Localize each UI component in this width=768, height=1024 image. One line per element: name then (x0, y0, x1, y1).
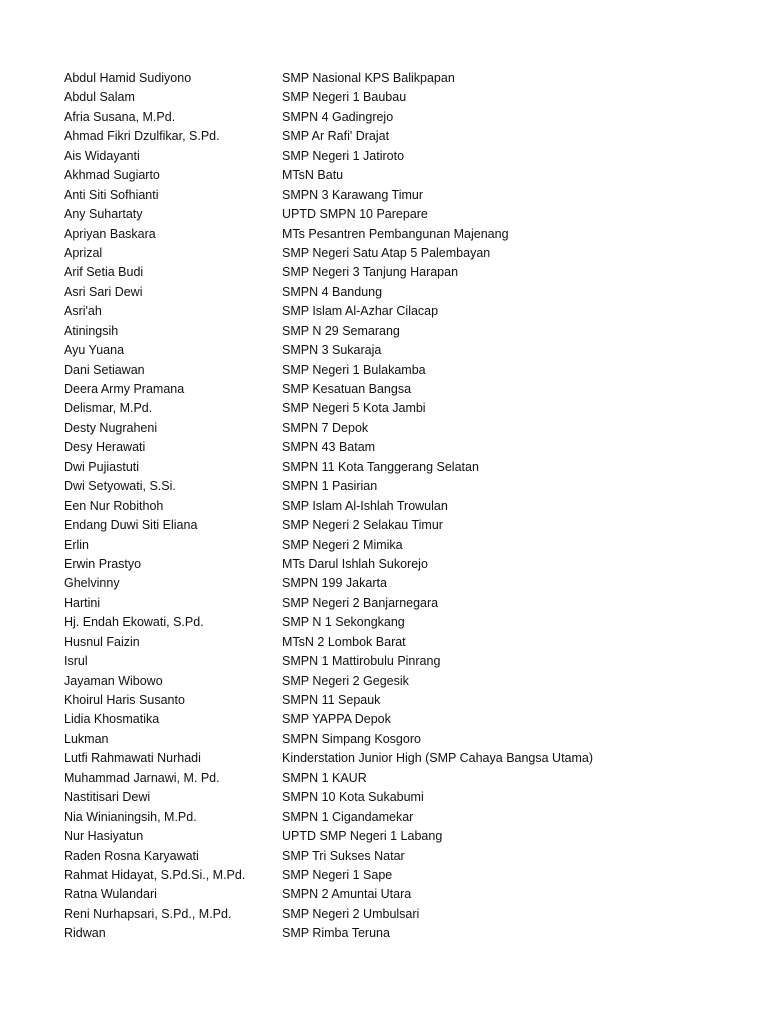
school-name: MTs Pesantren Pembangunan Majenang (282, 226, 509, 241)
school-name: UPTD SMPN 10 Parepare (282, 207, 428, 222)
participant-name: Aprizal (64, 245, 103, 260)
school-name: SMPN 2 Amuntai Utara (282, 887, 412, 902)
participant-name: Ayu Yuana (64, 343, 125, 358)
school-name: SMPN 3 Sukaraja (282, 343, 382, 358)
participant-name: Afria Susana, M.Pd. (64, 109, 176, 124)
list-item (64, 924, 744, 943)
list-item (64, 341, 744, 360)
participant-name: Een Nur Robithoh (64, 498, 164, 513)
participant-name: Asri'ah (64, 304, 102, 319)
participant-name: Nia Winianingsih, M.Pd. (64, 809, 197, 824)
school-name: SMPN 199 Jakarta (282, 576, 387, 591)
school-name: MTs Darul Ishlah Sukorejo (282, 556, 428, 571)
participant-name: Raden Rosna Karyawati (64, 848, 199, 863)
list-item (64, 263, 744, 282)
school-name: SMPN 4 Bandung (282, 284, 383, 299)
list-item (64, 477, 744, 496)
participant-name: Abdul Hamid Sudiyono (64, 71, 192, 85)
school-name: SMP Negeri 3 Tanjung Harapan (282, 265, 459, 280)
participant-name: Apriyan Baskara (64, 226, 156, 241)
participant-name: Ghelvinny (64, 576, 120, 591)
participant-name: Reni Nurhapsari, S.Pd., M.Pd. (64, 906, 232, 921)
participant-name: Jayaman Wibowo (64, 673, 163, 688)
participant-name: Anti Siti Sofhianti (64, 187, 159, 202)
school-name: SMPN 7 Depok (282, 420, 369, 435)
list-item (64, 399, 744, 418)
participant-name: Dwi Setyowati, S.Si. (64, 479, 176, 494)
school-name: SMP Tri Sukses Natar (282, 848, 405, 863)
list-item (64, 769, 744, 788)
participant-name: Muhammad Jarnawi, M. Pd. (64, 770, 220, 785)
participant-name: Desty Nugraheni (64, 420, 158, 435)
list-item (64, 749, 744, 768)
school-name: SMP Nasional KPS Balikpapan (282, 71, 455, 85)
list-item (64, 380, 744, 399)
participant-name: Abdul Salam (64, 90, 135, 105)
participant-name: Hartini (64, 595, 101, 610)
list-item (64, 127, 744, 146)
participant-name: Any Suhartaty (64, 207, 143, 222)
list-item (64, 283, 744, 302)
list-item (64, 788, 744, 807)
list-item (64, 225, 744, 244)
list-item (64, 186, 744, 205)
participant-name: Atiningsih (64, 323, 119, 338)
list-item (64, 710, 744, 729)
school-name: SMP Negeri 2 Selakau Timur (282, 518, 443, 533)
list-item (64, 516, 744, 535)
school-name: SMP Ar Rafi' Drajat (282, 129, 390, 144)
school-name: SMP Negeri 5 Kota Jambi (282, 401, 426, 416)
list-item (64, 866, 744, 885)
participant-name: Hj. Endah Ekowati, S.Pd. (64, 615, 204, 630)
school-name: SMP YAPPA Depok (282, 712, 391, 727)
participant-name: Deera Army Pramana (64, 382, 185, 396)
participant-list (64, 69, 744, 944)
list-item (64, 147, 744, 166)
list-item (64, 458, 744, 477)
list-item (64, 322, 744, 341)
participant-name: Khoirul Haris Susanto (64, 693, 185, 707)
participant-name: Ratna Wulandari (64, 887, 157, 902)
list-item (64, 244, 744, 263)
school-name: SMPN 43 Batam (282, 440, 376, 455)
list-item (64, 827, 744, 846)
school-name: SMPN 10 Kota Sukabumi (282, 790, 424, 805)
participant-name: Ahmad Fikri Dzulfikar, S.Pd. (64, 129, 220, 144)
school-name: SMP Islam Al-Ishlah Trowulan (282, 498, 448, 513)
list-item (64, 652, 744, 671)
list-item (64, 205, 744, 224)
school-name: SMPN 4 Gadingrejo (282, 109, 394, 124)
school-name: SMPN 11 Kota Tanggerang Selatan (282, 459, 479, 474)
school-name: SMP Negeri 1 Jatiroto (282, 148, 405, 163)
participant-name: Lukman (64, 731, 109, 746)
list-item (64, 594, 744, 613)
list-item (64, 730, 744, 749)
school-name: MTsN Batu (282, 168, 344, 183)
participant-name: Lidia Khosmatika (64, 712, 160, 727)
school-name: Kinderstation Junior High (SMP Cahaya Bangsa Utama) (282, 751, 594, 766)
participant-name: Endang Duwi Siti Eliana (64, 518, 198, 533)
participant-name: Nastitisari Dewi (64, 790, 151, 805)
school-name: SMP Islam Al-Azhar Cilacap (282, 304, 439, 319)
participant-name: Dani Setiawan (64, 362, 145, 377)
list-item (64, 905, 744, 924)
participant-name: Asri Sari Dewi (64, 284, 143, 299)
school-name: SMP Rimba Teruna (282, 926, 390, 941)
list-item (64, 536, 744, 555)
school-name: MTsN 2 Lombok Barat (282, 634, 406, 649)
participant-name: Arif Setia Budi (64, 265, 144, 280)
school-name: SMP Negeri 1 Baubau (282, 90, 407, 105)
school-name: SMPN 1 Pasirian (282, 479, 378, 494)
list-item (64, 885, 744, 904)
participant-name: Akhmad Sugiarto (64, 168, 160, 183)
list-item (64, 847, 744, 866)
school-name: SMPN 1 Mattirobulu Pinrang (282, 654, 441, 669)
participant-name: Lutfi Rahmawati Nurhadi (64, 751, 201, 766)
list-item (64, 69, 744, 88)
list-item (64, 302, 744, 321)
participant-name: Erwin Prastyo (64, 556, 142, 571)
participant-name: Isrul (64, 654, 88, 669)
list-item (64, 438, 744, 457)
list-item (64, 555, 744, 574)
school-name: SMP Negeri Satu Atap 5 Palembayan (282, 245, 491, 260)
school-name: SMP Negeri 2 Umbulsari (282, 906, 420, 921)
participant-name: Erlin (64, 537, 90, 552)
list-item (64, 691, 744, 710)
list-item (64, 672, 744, 691)
participant-name: Ridwan (64, 926, 106, 941)
participant-name: Husnul Faizin (64, 634, 140, 649)
school-name: SMP Negeri 1 Sape (282, 867, 393, 882)
school-name: SMP Negeri 1 Bulakamba (282, 362, 426, 377)
school-name: SMP N 29 Semarang (282, 323, 400, 338)
school-name: SMPN Simpang Kosgoro (282, 731, 421, 746)
participant-name: Nur Hasiyatun (64, 829, 144, 844)
list-item (64, 613, 744, 632)
school-name: SMPN 1 Cigandamekar (282, 809, 414, 824)
school-name: SMPN 11 Sepauk (282, 693, 381, 707)
list-item (64, 108, 744, 127)
list-item (64, 808, 744, 827)
participant-name: Ais Widayanti (64, 148, 140, 163)
list-item (64, 88, 744, 107)
list-item (64, 166, 744, 185)
school-name: SMPN 1 KAUR (282, 770, 367, 785)
school-name: SMP Negeri 2 Mimika (282, 537, 403, 552)
list-item (64, 574, 744, 593)
participant-name: Delismar, M.Pd. (64, 401, 153, 416)
school-name: SMPN 3 Karawang Timur (282, 187, 424, 202)
school-name: UPTD SMP Negeri 1 Labang (282, 829, 443, 844)
participant-name: Rahmat Hidayat, S.Pd.Si., M.Pd. (64, 867, 246, 882)
list-item (64, 419, 744, 438)
list-item (64, 633, 744, 652)
school-name: SMP Kesatuan Bangsa (282, 382, 412, 396)
list-item (64, 497, 744, 516)
participant-name: Dwi Pujiastuti (64, 459, 140, 474)
school-name: SMP Negeri 2 Gegesik (282, 673, 409, 688)
school-name: SMP Negeri 2 Banjarnegara (282, 595, 439, 610)
list-item (64, 361, 744, 380)
participant-name: Desy Herawati (64, 440, 146, 455)
school-name: SMP N 1 Sekongkang (282, 615, 405, 630)
